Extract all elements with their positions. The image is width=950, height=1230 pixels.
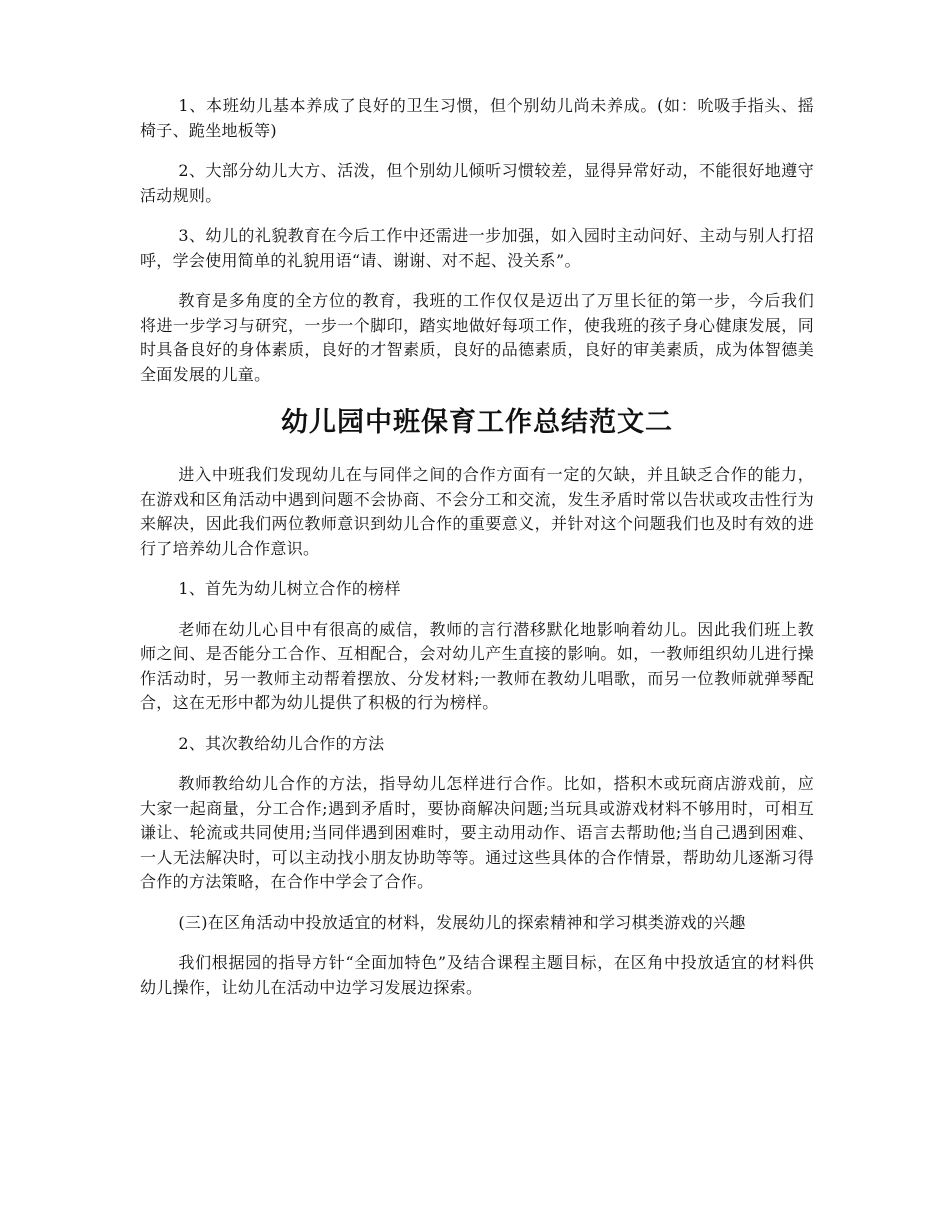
paragraph-teacher-example: 老师在幼儿心目中有很高的威信，教师的言行潜移默化地影响着幼儿。因此我们班上教师之间、是否能分工合作、互相配合，会对幼儿产生直接的影响。如，一教师组织幼儿进行操作活动时，另一教师主动帮着摆放、分发材料;一教师在教幼儿唱歌，而另一位教师就弹琴配合，这在无形中都为幼儿提供了积极的行为榜样。	[140, 619, 814, 712]
document-page	[140, 94, 814, 1016]
paragraph-listening-habits: 2、大部分幼儿大方、活泼，但个别幼儿倾听习惯较差，显得异常好动，不能很好地遵守活动规则。	[140, 161, 814, 205]
subheading-cooperation-methods: 2、其次教给幼儿合作的方法	[178, 733, 385, 753]
subheading-role-model: 1、首先为幼儿树立合作的榜样	[178, 579, 401, 598]
paragraph-politeness-education: 3、幼儿的礼貌教育在今后工作中还需进一步加强，如入园时主动问好、主动与别人打招呼，学会使用简单的礼貌用语“请、谢谢、对不起、没关系”。	[140, 226, 814, 270]
paragraph-area-materials: 我们根据园的指导方针“全面加特色”及结合课程主题目标，在区角中投放适宜的材料供幼儿操作，让幼儿在活动中边学习发展边探索。	[140, 953, 814, 997]
paragraph-introduction: 进入中班我们发现幼儿在与同伴之间的合作方面有一定的欠缺，并且缺乏合作的能力，在游戏和区角活动中遇到问题不会协商、不会分工和交流，发生矛盾时常以告状或攻击性行为来解决，因此我们两位教师意识到幼儿合作的重要意义，并针对这个问题我们也及时有效的进行了培养幼儿合作意识。	[140, 465, 814, 558]
section-heading: 幼儿园中班保育工作总结范文二	[281, 407, 673, 438]
paragraph-hygiene-habits: 1、本班幼儿基本养成了良好的卫生习惯，但个别幼儿尚未养成。(如：吮吸手指头、摇椅子、跪坐地板等)	[140, 96, 814, 140]
subheading-area-materials: (三)在区角活动中投放适宜的材料，发展幼儿的探索精神和学习棋类游戏的兴趣	[178, 912, 746, 932]
paragraph-cooperation-methods: 教师教给幼儿合作的方法，指导幼儿怎样进行合作。比如，搭积木或玩商店游戏前，应大家一起商量，分工合作;遇到矛盾时，要协商解决问题;当玩具或游戏材料不够用时，可相互谦让、轮流或共同使用;当同伴遇到困难时，要主动用动作、语言去帮助他;当自己遇到困难、一人无法解决时，可以主动找小朋友协助等等。通过这些具体的合作情景，帮助幼儿逐渐习得合作的方法策略，在合作中学会了合作。	[140, 774, 814, 891]
paragraph-conclusion: 教育是多角度的全方位的教育，我班的工作仅仅是迈出了万里长征的第一步，今后我们将进一步学习与研究，一步一个脚印，踏实地做好每项工作，使我班的孩子身心健康发展，同时具备良好的身体素质，良好的才智素质，良好的品德素质，良好的审美素质，成为体智德美全面发展的儿童。	[140, 291, 814, 384]
